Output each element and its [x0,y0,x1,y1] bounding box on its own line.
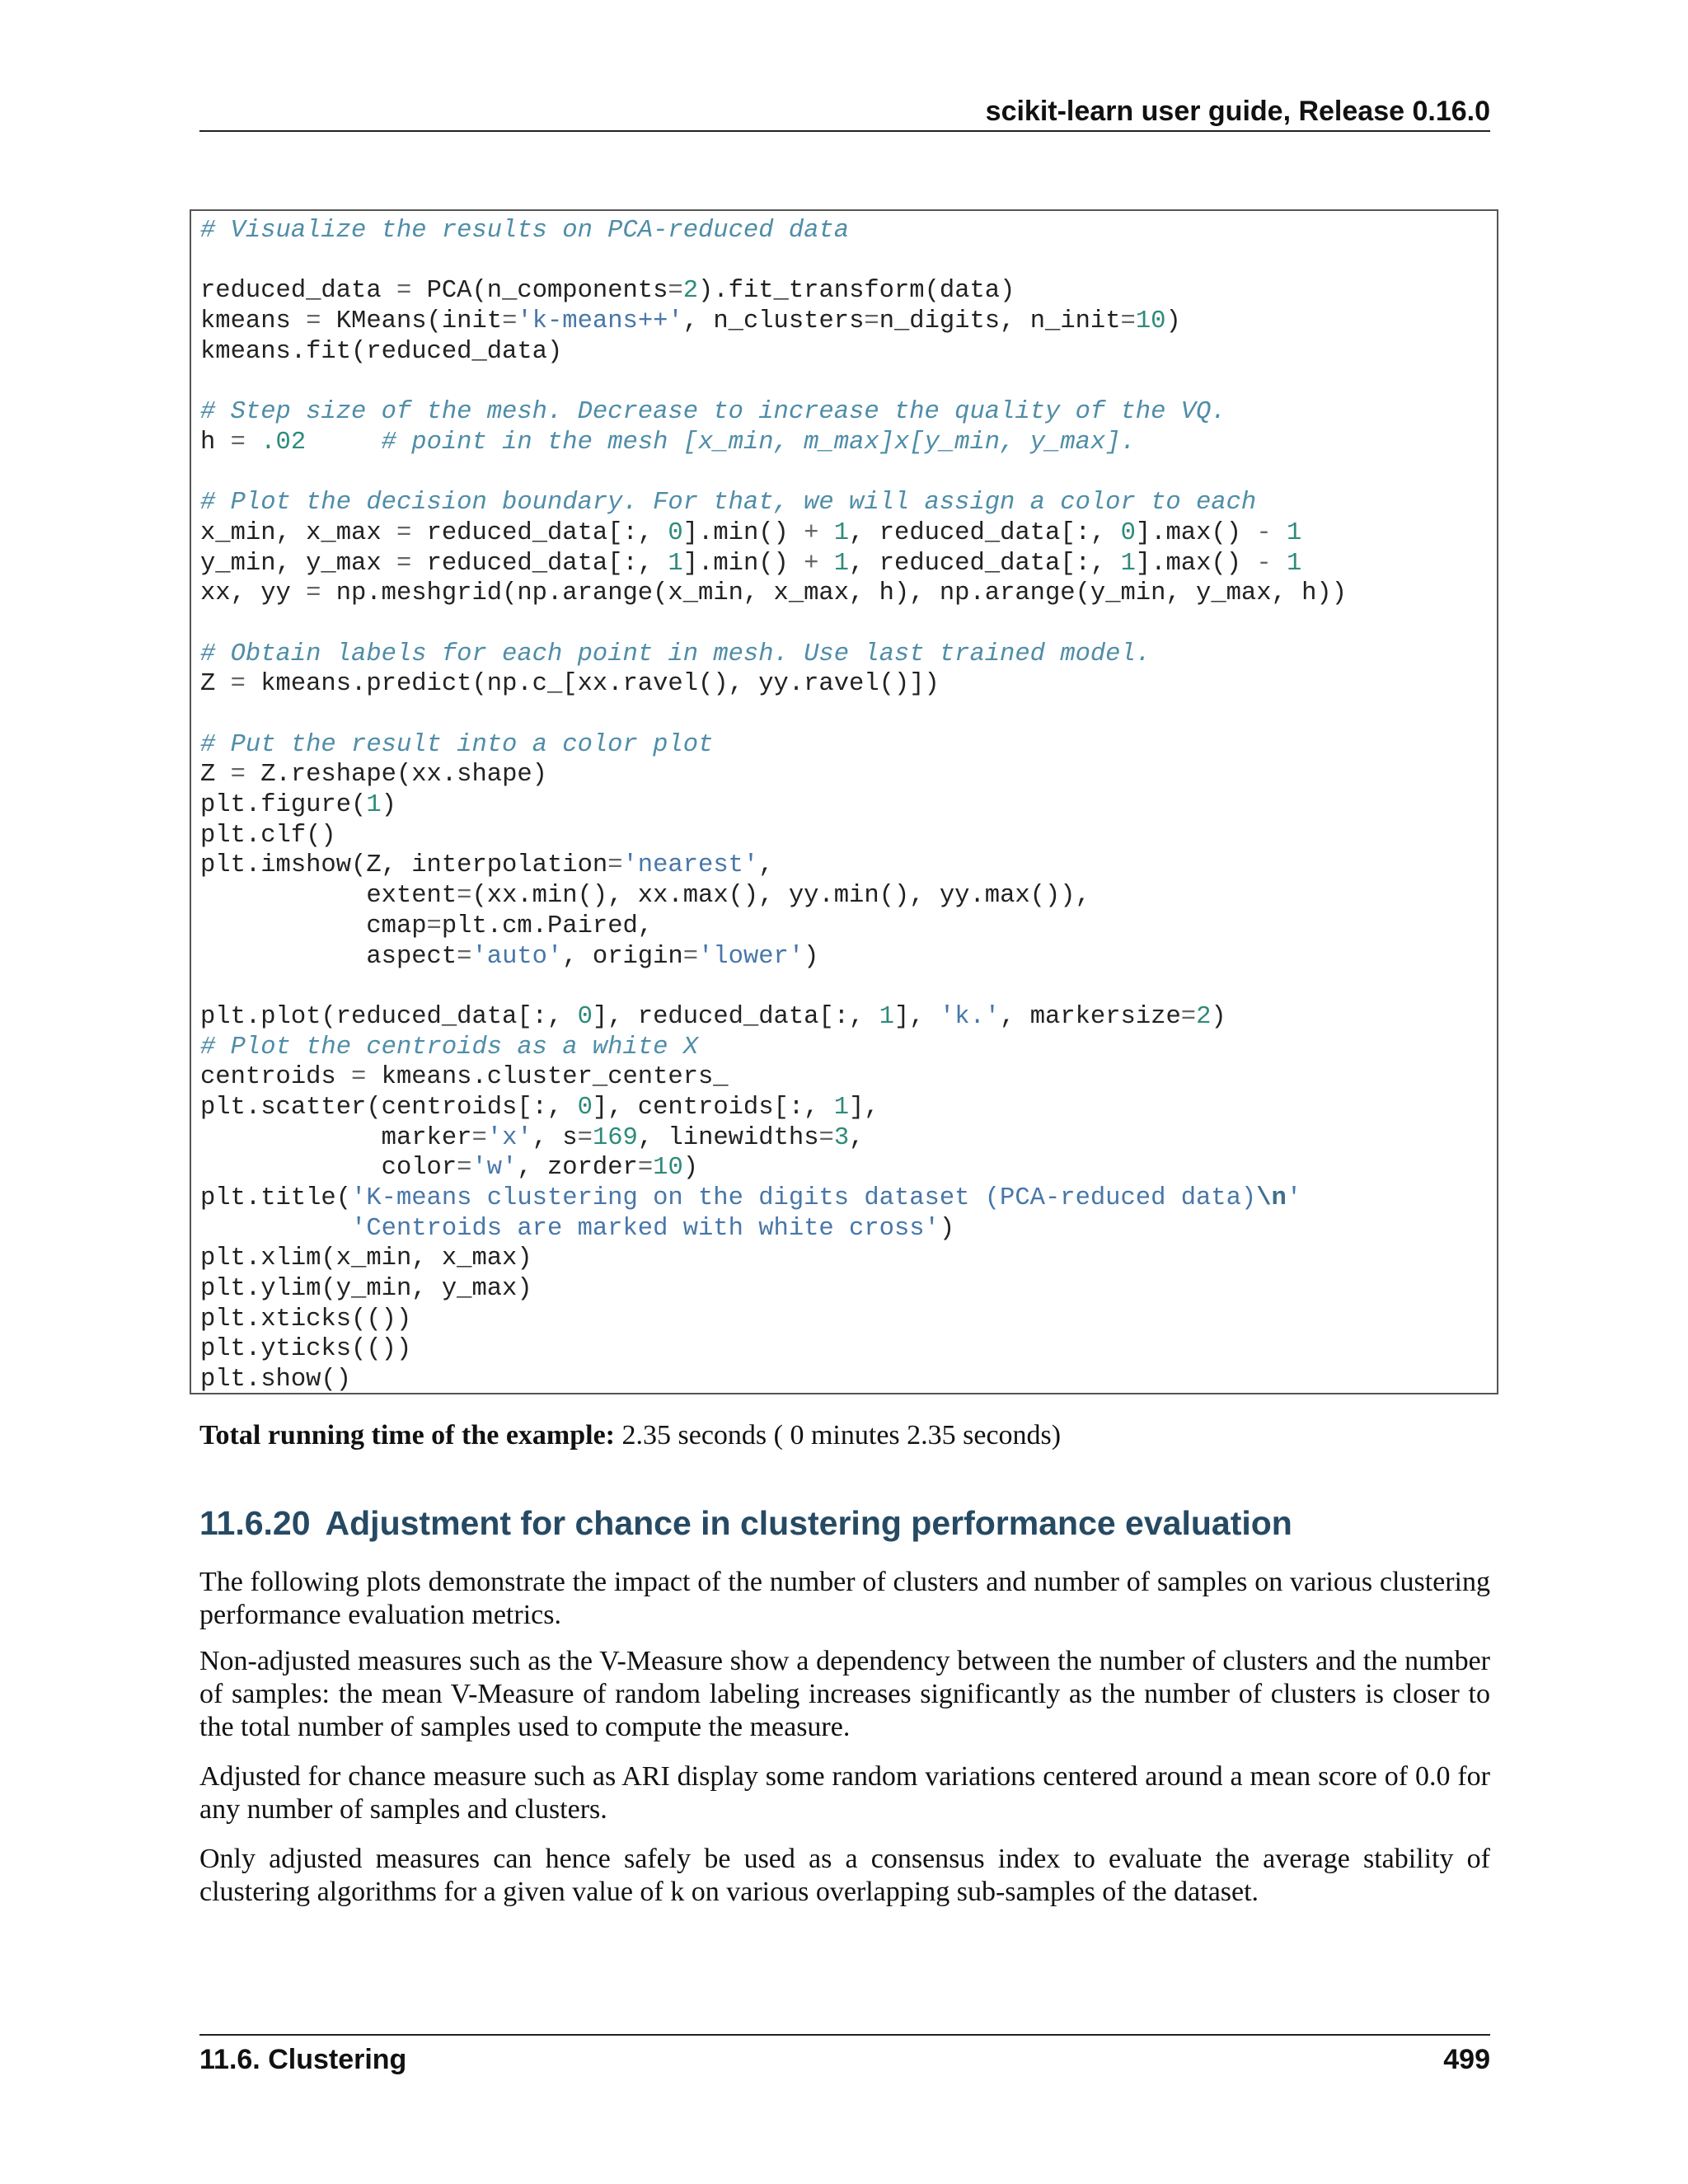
code-token: plt.figure( [200,791,367,820]
code-token: - [1256,518,1272,547]
code-token: ], [893,1002,940,1031]
code-line [200,669,1347,700]
code-token: = [1120,307,1136,336]
code-line [200,458,1347,489]
code-line [200,790,1347,821]
code-token: ) [682,1154,699,1183]
code-line [200,276,1347,307]
code-token: plt.cm.Paired, [441,912,654,940]
code-token: 1 [879,1002,894,1031]
code-token: 1 [668,549,683,578]
code-token: 'w' [471,1154,518,1183]
code-line [200,942,1347,972]
code-line [200,730,1347,761]
code-token: 'auto' [471,942,563,971]
code-token: 0 [668,518,683,547]
paragraph-non-adjusted: Non-adjusted measures such as the V-Measure show a dependency between the number of clusters and the number of samples: the mean V-Measure of random labeling increases significantly as the number of clusters is closer to the total number of samples used to compute the measure. [199,1646,1490,1742]
code-token: plt.imshow(Z, interpolation [200,851,608,880]
code-token: # Put the result into a color plot [200,730,714,759]
code-token: ).fit_transform(data) [698,277,1015,306]
code-token: = [818,1123,834,1152]
code-line [200,1062,1347,1093]
code-token: Z [200,670,231,699]
code-token: = [230,428,246,457]
code-token: plt.title( [200,1184,352,1212]
code-line [200,1033,1347,1063]
code-token: = [230,670,246,699]
code-token: 10 [1135,307,1166,336]
code-token: extent [200,882,457,911]
code-token: kmeans.cluster_centers_ [366,1063,729,1092]
code-line [200,972,1347,1002]
code-token: plt.ylim(y_min, y_max) [200,1275,532,1304]
code-token: 3 [833,1123,850,1152]
code-token: 'K-means clustering on the digits dataset (PCA-reduced data) [351,1184,1257,1212]
code-token: = [396,518,412,547]
code-token: - [1256,549,1272,578]
code-line [200,1214,1347,1244]
code-token: = [1180,1002,1197,1031]
code-line [200,1244,1347,1274]
code-line [200,337,1347,368]
code-token: = [502,307,518,336]
code-token: ].max() [1135,518,1257,547]
code-token: = [396,277,412,306]
code-token: = [577,1123,593,1152]
header-divider [199,130,1490,132]
code-token: , reduced_data[:, [849,549,1121,578]
section-heading [199,1502,1490,1544]
code-token: ' [1286,1184,1302,1212]
code-token: , zorder [517,1154,638,1183]
code-token: + [804,549,819,578]
code-token: 2 [1196,1002,1212,1031]
code-line [200,912,1347,942]
code-token: ].max() [1135,549,1257,578]
code-token: 'lower' [698,942,804,971]
code-line [200,821,1347,851]
code-token: ) [1165,307,1181,336]
code-token: ) [939,1214,955,1243]
section-number: 11.6.20 [199,1504,311,1542]
code-token: , linewidths [637,1123,819,1152]
code-token: centroids [200,1063,352,1092]
code-line [200,1274,1347,1305]
code-token: 10 [653,1154,683,1183]
code-token: 0 [577,1002,593,1031]
code-token: , n_clusters [682,307,865,336]
code-token [1272,519,1287,547]
code-token: \n [1256,1184,1287,1212]
code-line [200,640,1347,670]
code-line [200,307,1347,337]
code-line [200,700,1347,730]
code-token [200,1215,351,1243]
code-token: 'x' [486,1123,532,1152]
code-line [200,518,1347,549]
code-token: # Visualize the results on PCA-reduced data [200,217,850,245]
code-token: .02 [260,428,307,457]
code-token: = [306,307,321,336]
code-token: # Plot the decision boundary. For that, we will assign a color to each [200,489,1257,518]
code-token: = [471,1123,487,1152]
code-token: + [804,518,819,547]
code-token: # Obtain labels for each point in mesh. Use last trained model. [200,640,1151,668]
code-token: , markersize [1000,1002,1181,1031]
code-token: 0 [1120,518,1136,547]
paragraph-intro: The following plots demonstrate the impact of the number of clusters and number of samples on various clustering performance evaluation metrics. [199,1567,1490,1630]
footer-divider [199,2034,1490,2036]
code-token: ) [804,942,819,971]
code-token: ) [381,791,396,820]
code-token: # Step size of the mesh. Decrease to increase the quality of the VQ. [200,398,1226,427]
code-token: plt.yticks(()) [200,1335,412,1364]
code-line [200,1365,1347,1395]
code-line [200,1123,1347,1154]
code-token: aspect [200,942,457,971]
code-line [200,428,1347,458]
code-line [200,881,1347,912]
code-token: # Plot the centroids as a white X [200,1033,698,1062]
code-listing [200,216,1347,1395]
code-token: np.meshgrid(np.arange(x_min, x_max, h), np.arange(y_min, y_max, h)) [321,579,1348,608]
code-line [200,367,1347,397]
code-line [200,549,1347,579]
code-line [200,397,1347,428]
code-token: x_min, x_max [200,518,396,547]
code-line [200,760,1347,790]
code-token: kmeans.fit(reduced_data) [200,337,563,366]
code-token: 1 [833,518,850,547]
code-token [1272,550,1287,578]
code-token: # point in the mesh [x_min, m_max]x[y_min, y_max]. [381,428,1136,457]
code-token: PCA(n_components [411,277,668,306]
code-token: = [426,912,442,940]
code-token: 1 [1286,549,1302,578]
code-token: ], reduced_data[:, [592,1002,879,1031]
code-token: plt.scatter(centroids[:, [200,1093,578,1122]
code-line [200,246,1347,277]
footer-chapter: 11.6. Clustering [199,2044,407,2075]
code-token: plt.plot(reduced_data[:, [200,1002,578,1031]
code-line [200,1002,1347,1033]
code-token: Z.reshape(xx.shape) [245,761,547,790]
code-block [190,209,1498,1394]
code-token: (xx.min(), xx.max(), yy.min(), yy.max()), [471,882,1090,911]
code-token: = [396,549,412,578]
code-token: reduced_data [200,277,396,306]
code-token: xx, yy [200,579,307,608]
code-token [246,429,260,457]
code-token: , reduced_data[:, [849,518,1121,547]
code-token: plt.xlim(x_min, x_max) [200,1244,532,1273]
code-line [200,851,1347,881]
code-token: marker [200,1123,472,1152]
code-token: = [457,1154,472,1183]
code-token: ], [849,1093,879,1122]
code-token [818,550,833,578]
code-token: 1 [1120,549,1136,578]
code-token: kmeans.predict(np.c_[xx.ravel(), yy.ravel()]) [245,670,940,699]
code-token [306,429,382,457]
code-token: , s [532,1123,578,1152]
code-token: , [758,851,774,880]
code-token: 1 [366,791,382,820]
code-line [200,1093,1347,1123]
code-token: , [849,1123,865,1152]
code-token: n_digits, n_init [879,307,1121,336]
code-token: = [351,1063,367,1092]
code-token: ], centroids[:, [592,1093,834,1122]
code-token: = [230,761,246,790]
code-token: 0 [577,1093,593,1122]
code-token: = [637,1154,654,1183]
code-token: 1 [833,1093,850,1122]
code-token: plt.show() [200,1366,352,1394]
page-number: 499 [1443,2044,1490,2075]
running-time-value: 2.35 seconds ( 0 minutes 2.35 seconds) [615,1420,1062,1451]
code-token: = [457,882,472,911]
code-token: = [457,942,472,971]
code-token: h [200,428,231,457]
code-token: Z [200,761,231,790]
code-line [200,216,1347,246]
code-token: 1 [833,549,850,578]
code-token: cmap [200,912,427,940]
code-token [818,519,833,547]
code-token: y_min, y_max [200,549,396,578]
code-token: = [668,277,683,306]
code-token: ) [1211,1002,1226,1031]
code-token: 1 [1286,518,1302,547]
code-token: = [306,579,321,608]
running-header: scikit-learn user guide, Release 0.16.0 [985,96,1490,127]
code-token: kmeans [200,307,307,336]
code-token: , origin [562,942,683,971]
code-token: KMeans(init [321,307,503,336]
code-line [200,609,1347,640]
code-token: 'k.' [939,1002,1001,1031]
code-token: reduced_data[:, [411,549,668,578]
code-token: reduced_data[:, [411,518,668,547]
code-line [200,488,1347,518]
code-token: 2 [682,277,699,306]
running-time-label: Total running time of the example: [199,1420,616,1451]
code-token: plt.xticks(()) [200,1305,412,1333]
code-token: ].min() [682,518,804,547]
code-line [200,1183,1347,1214]
code-token: 'Centroids are marked with white cross' [351,1214,940,1243]
paragraph-conclusion: Only adjusted measures can hence safely be used as a consensus index to evaluate the average stability of clustering algorithms for a given value of k on various overlapping sub-samples of the dataset. [199,1844,1490,1907]
code-line [200,1153,1347,1183]
code-token: color [200,1154,457,1183]
section-title: Adjustment for chance in clustering performance evaluation [325,1504,1292,1542]
code-line [200,1334,1347,1365]
code-token: 'nearest' [622,851,759,880]
paragraph-adjusted: Adjusted for chance measure such as ARI display some random variations centered around a mean score of 0.0 for any number of samples and clusters. [199,1761,1490,1825]
code-token: ].min() [682,549,804,578]
code-token: = [607,851,623,880]
code-line [200,579,1347,609]
code-token: 'k-means++' [517,307,683,336]
code-token: plt.clf() [200,821,336,850]
running-time-line [199,1418,1490,1454]
code-token: = [682,942,699,971]
code-token: 169 [592,1123,638,1152]
code-token: = [864,307,879,336]
code-line [200,1305,1347,1335]
